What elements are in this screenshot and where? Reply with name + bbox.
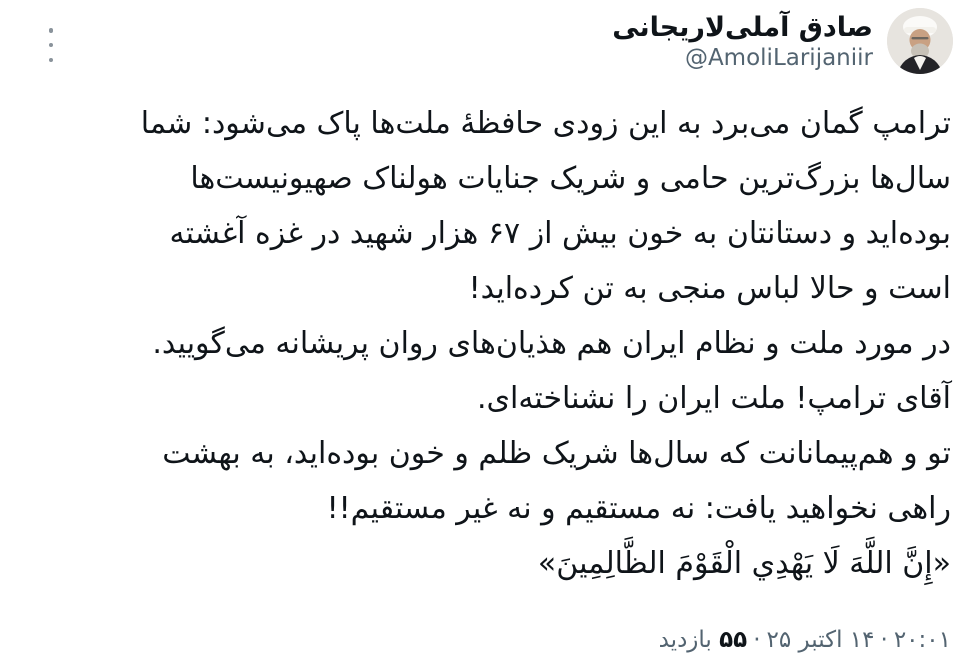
tweet-text-line: بوده‌اید و دستانتان به خون بیش از ۶۷ هزار شهید در غزه آغشته <box>169 216 951 251</box>
more-options-icon <box>49 58 54 63</box>
author-name[interactable]: صادق آملی‌لاریجانی <box>612 12 873 43</box>
views[interactable] <box>659 627 748 653</box>
views-count: ۵۵ <box>719 627 748 653</box>
tweet-text-line: آقای ترامپ! ملت ایران را نشناخته‌ای. <box>477 381 951 416</box>
tweet-text-line: در مورد ملت و نظام ایران هم هذیان‌های روان پریشانه می‌گویید. <box>152 326 951 361</box>
separator-dot: · <box>753 627 761 653</box>
separator-dot: · <box>880 627 888 653</box>
tweet-meta <box>10 622 951 658</box>
cleric-portrait-icon <box>887 8 953 74</box>
author-block <box>612 11 873 73</box>
more-options-icon <box>49 43 54 48</box>
tweet-text-line: سال‌ها بزرگ‌ترین حامی و شریک جنایات هولناک صهیونیست‌ها <box>190 161 951 196</box>
tweet-text-line: ترامپ گمان می‌برد به این زودی حافظهٔ ملت‌ها پاک می‌شود: شما <box>140 106 951 141</box>
more-options-icon <box>49 28 54 33</box>
quran-verse-line: «إِنَّ اللَّهَ لَا يَهْدِي الْقَوْمَ الظَّالِمِينَ» <box>537 546 951 581</box>
timestamp-date[interactable]: ۱۴ اکتبر ۲۵ <box>766 627 875 653</box>
avatar[interactable] <box>887 8 953 74</box>
tweet-text <box>10 96 951 591</box>
tweet-text-line: تو و هم‌پیمانانت که سال‌ها شریک ظلم و خون بوده‌اید، به بهشت <box>162 436 951 471</box>
more-options-button[interactable] <box>40 28 62 62</box>
tweet-text-line: است و حالا لباس منجی به تن کرده‌اید! <box>468 271 951 306</box>
author-handle[interactable]: @AmoliLarijaniir <box>684 45 873 71</box>
views-label: بازدید <box>658 627 712 653</box>
timestamp-time: ۲۰:۰۱ <box>893 627 951 653</box>
tweet-text-line: راهی نخواهید یافت: نه مستقیم و نه غیر مستقیم!! <box>326 491 951 526</box>
